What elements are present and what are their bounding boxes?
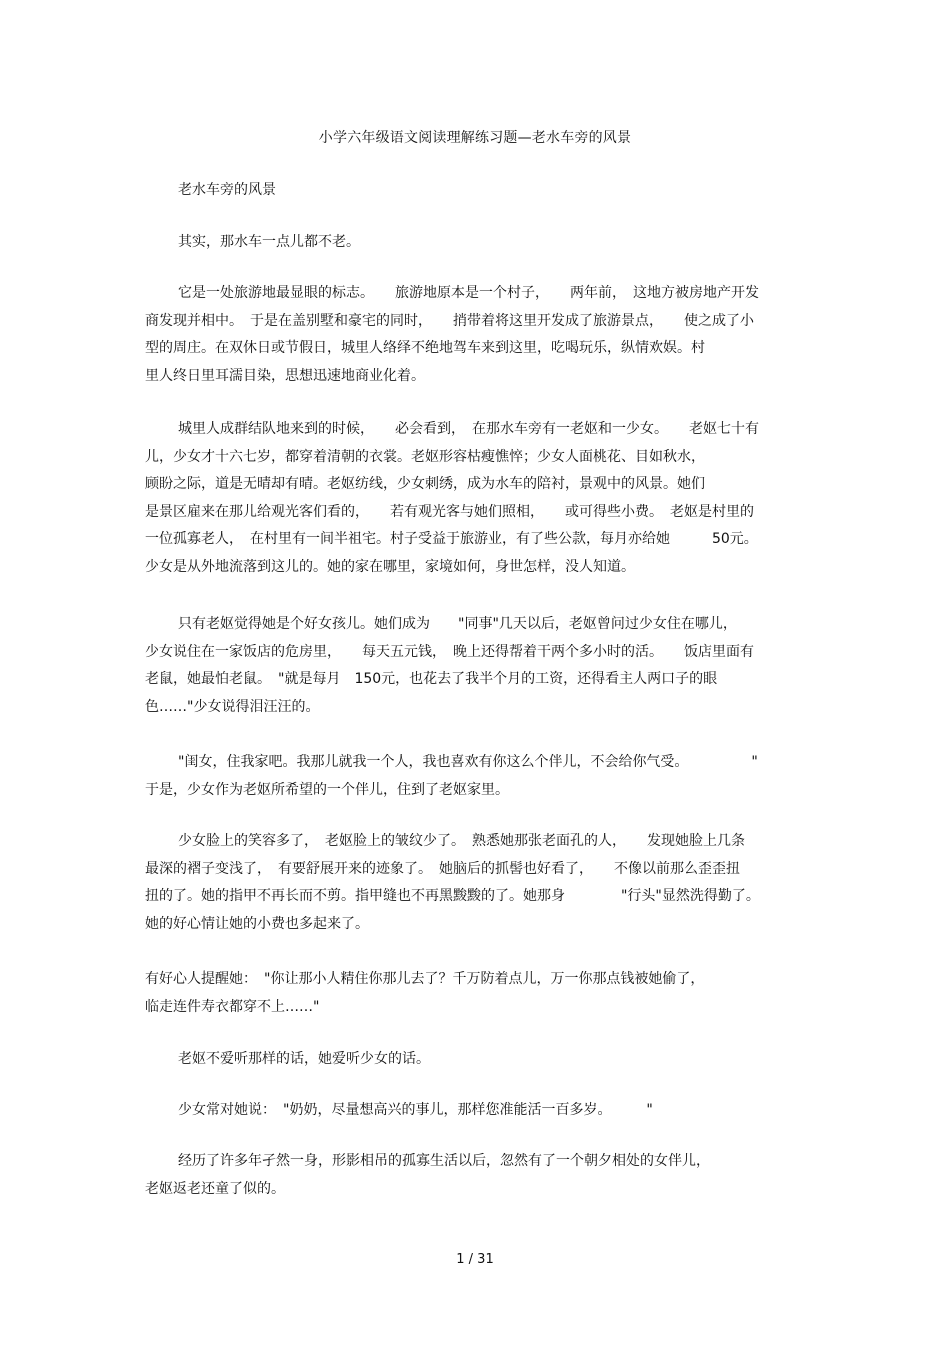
paragraph-line: 老水车旁的风景 (178, 182, 276, 198)
paragraph-7 (145, 966, 815, 1021)
paragraph-2 (145, 280, 815, 390)
paragraph-line: 商发现并相中。 于是在盖别墅和豪宅的同时， 捎带着将这里开发成了旅游景点， 使之成了小 (145, 312, 754, 329)
document-title: 小学六年级语文阅读理解练习题—老水车旁的风景 (318, 130, 632, 146)
paragraph-6 (145, 828, 815, 938)
paragraph-line: 扭的了。她的指甲不再长而不剪。指甲缝也不再黑黢黢的了。她那身 "行头"显然洗得勤了。 (145, 888, 760, 904)
paragraph-8 (145, 1046, 815, 1074)
paragraph-line: "闺女，住我家吧。我那儿就我一个人，我也喜欢有你这么个伴儿，不会给你气受。 " (178, 754, 758, 770)
paragraph-line: 少女是从外地流落到这儿的。她的家在哪里，家境如何，身世怎样，没人知道。 (145, 558, 635, 575)
paragraph-subtitle (145, 177, 815, 205)
paragraph-line: 顾盼之际，道是无晴却有晴。老妪纺线，少女刺绣，成为水车的陪衬，景观中的风景。她们 (145, 476, 705, 492)
paragraph-4 (145, 611, 815, 721)
paragraph-3 (145, 416, 815, 581)
paragraph-line: 其实，那水车一点儿都不老。 (178, 234, 360, 250)
paragraph-line: 是景区雇来在那儿给观光客们看的， 若有观光客与她们照相， 或可得些小费。 老妪是村里的 (145, 503, 754, 520)
paragraph-line: 一位孤寡老人， 在村里有一间半祖宅。村子受益于旅游业，有了些公款，每月亦给她 50元。 (145, 531, 758, 547)
paragraph-line: 少女说住在一家饭店的危房里， 每天五元钱， 晚上还得帮着干两个多小时的活。 饭店里面有 (145, 643, 754, 660)
paragraph-line: 老鼠，她最怕老鼠。 "就是每月 150元，也花去了我半个月的工资，还得看主人两口子的眼 (145, 671, 718, 687)
paragraph-line: 型的周庄。在双休日或节假日，城里人络绎不绝地驾车来到这里，吃喝玩乐，纵情欢娱。村 (145, 340, 705, 356)
paragraph-line: 它是一处旅游地最显眼的标志。 旅游地原本是一个村子， 两年前， 这地方被房地产开发 (178, 285, 759, 301)
paragraph-line: 她的好心情让她的小费也多起来了。 (145, 915, 369, 932)
paragraph-line: 经历了许多年孑然一身，形影相吊的孤寡生活以后，忽然有了一个朝夕相处的女伴儿， (178, 1153, 710, 1169)
paragraph-10 (145, 1148, 815, 1203)
paragraph-line: 老妪返老还童了似的。 (145, 1180, 285, 1197)
paragraph-line: 于是，少女作为老妪所希望的一个伴儿，住到了老妪家里。 (145, 781, 509, 798)
paragraph-line: 城里人成群结队地来到的时候， 必会看到， 在那水车旁有一老妪和一少女。 老妪七十有 (178, 421, 759, 437)
paragraph-line: 少女脸上的笑容多了， 老妪脸上的皱纹少了。 熟悉她那张老面孔的人， 发现她脸上几条 (178, 833, 745, 849)
paragraph-line: 临走连件寿衣都穿不上……" (145, 998, 320, 1015)
page-number: 1 / 31 (456, 1252, 494, 1267)
paragraph-line: 只有老妪觉得她是个好女孩儿。她们成为 "同事"几天以后，老妪曾问过少女住在哪儿， (178, 616, 737, 632)
paragraph-line: 里人终日里耳濡目染，思想迅速地商业化着。 (145, 367, 425, 384)
paragraph-1 (145, 229, 815, 257)
paragraph-line: 最深的褶子变浅了， 有要舒展开来的迹象了。 她脑后的抓髻也好看了， 不像以前那么歪歪扭 (145, 860, 740, 877)
paragraph-line: 老妪不爱听那样的话，她爱听少女的话。 (178, 1051, 430, 1067)
paragraph-line: 色……"少女说得泪汪汪的。 (145, 698, 320, 715)
paragraph-5 (145, 749, 815, 804)
paragraph-line: 有好心人提醒她： "你让那小人精住你那儿去了？千万防着点儿，万一你那点钱被她偷了， (145, 971, 705, 987)
paragraph-9 (145, 1097, 815, 1125)
paragraph-line: 少女常对她说： "奶奶，尽量想高兴的事儿，那样您准能活一百多岁。 " (178, 1102, 653, 1118)
paragraph-line: 儿，少女才十六七岁，都穿着清朝的衣裳。老妪形容枯瘦憔悴；少女人面桃花、目如秋水， (145, 448, 705, 465)
